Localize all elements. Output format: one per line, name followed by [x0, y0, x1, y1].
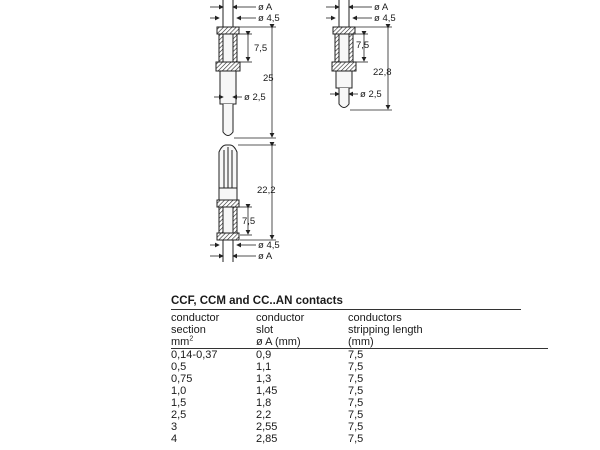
cell-slot: 0,9	[256, 349, 272, 361]
cell-section: 0,75	[171, 373, 193, 385]
table-row	[171, 373, 548, 385]
socket-stripping-label: 7,5	[242, 216, 256, 227]
cell-stripping: 7,5	[348, 397, 364, 409]
header-stripping-length-line1: conductors	[348, 312, 402, 324]
pin-short-slot-label: ø A	[374, 2, 389, 13]
pin-long-total-length-label: 25	[263, 73, 274, 84]
table-title: CCF, CCM and CC..AN contacts	[171, 295, 343, 307]
pin-short-outer-diameter-label: ø 4,5	[374, 13, 396, 24]
cell-stripping: 7,5	[348, 361, 364, 373]
cell-slot: 2,85	[256, 433, 278, 445]
contacts-spec-table	[171, 312, 548, 445]
header-conductor-section-line1: conductor	[171, 312, 220, 324]
cell-slot: 2,2	[256, 409, 272, 421]
cell-stripping: 7,5	[348, 349, 364, 361]
pin-long-pin-diameter-label: ø 2,5	[244, 92, 266, 103]
table-row	[171, 385, 548, 397]
cell-section: 0,5	[171, 361, 187, 373]
pin-long-outer-diameter-label: ø 4,5	[258, 13, 280, 24]
table-row	[171, 349, 548, 362]
cell-slot: 1,8	[256, 397, 272, 409]
pin-long-stripping-label: 7,5	[254, 43, 268, 54]
units-slot: ø A (mm)	[256, 336, 348, 349]
header-conductor-section-line2: section	[171, 324, 206, 336]
cell-section: 1,0	[171, 385, 187, 397]
pin-contact-short	[332, 0, 356, 108]
header-row-2	[171, 324, 548, 336]
cell-slot: 1,1	[256, 361, 272, 373]
cell-slot: 2,55	[256, 421, 278, 433]
cell-section: 3	[171, 421, 178, 433]
cell-stripping: 7,5	[348, 421, 364, 433]
table-row	[171, 409, 548, 421]
pin-short-pin-diameter-label: ø 2,5	[360, 89, 382, 100]
pin-short-stripping-label: 7,5	[356, 40, 370, 51]
socket-slot-label: ø A	[258, 251, 273, 262]
cell-section: 0,14-0,37	[171, 349, 218, 361]
contacts-spec-table-section	[171, 294, 591, 445]
table-row	[171, 361, 548, 373]
units-row	[171, 336, 548, 349]
units-section: $mm^2$	[171, 336, 256, 349]
pin-short-total-length-label: 22,8	[373, 67, 392, 78]
header-stripping-length-line2: stripping length	[348, 324, 423, 336]
cell-stripping: 7,5	[348, 433, 364, 445]
cell-section: 4	[171, 433, 178, 445]
table-row	[171, 433, 548, 445]
cell-slot: 1,45	[256, 385, 278, 397]
cell-stripping: 7,5	[348, 373, 364, 385]
cell-section: 1,5	[171, 397, 187, 409]
cell-slot: 1,3	[256, 373, 272, 385]
pin-long-slot-label: ø A	[258, 2, 273, 13]
units-superscript: 2	[189, 335, 194, 343]
socket-contact	[217, 145, 239, 262]
table-row	[171, 421, 548, 433]
socket-total-length-label: 22,2	[257, 185, 276, 196]
cell-stripping: 7,5	[348, 409, 364, 421]
cell-stripping: 7,5	[348, 385, 364, 397]
title-divider	[171, 309, 521, 310]
socket-outer-diameter-label: ø 4,5	[258, 240, 280, 251]
header-conductor-slot-line1: conductor	[256, 312, 305, 324]
header-conductor-slot-line2: slot	[256, 324, 274, 336]
cell-section: 2,5	[171, 409, 187, 421]
pin-contact-long	[216, 0, 240, 136]
header-row-1	[171, 312, 548, 324]
units-stripping: (mm)	[348, 336, 548, 349]
table-row	[171, 397, 548, 409]
